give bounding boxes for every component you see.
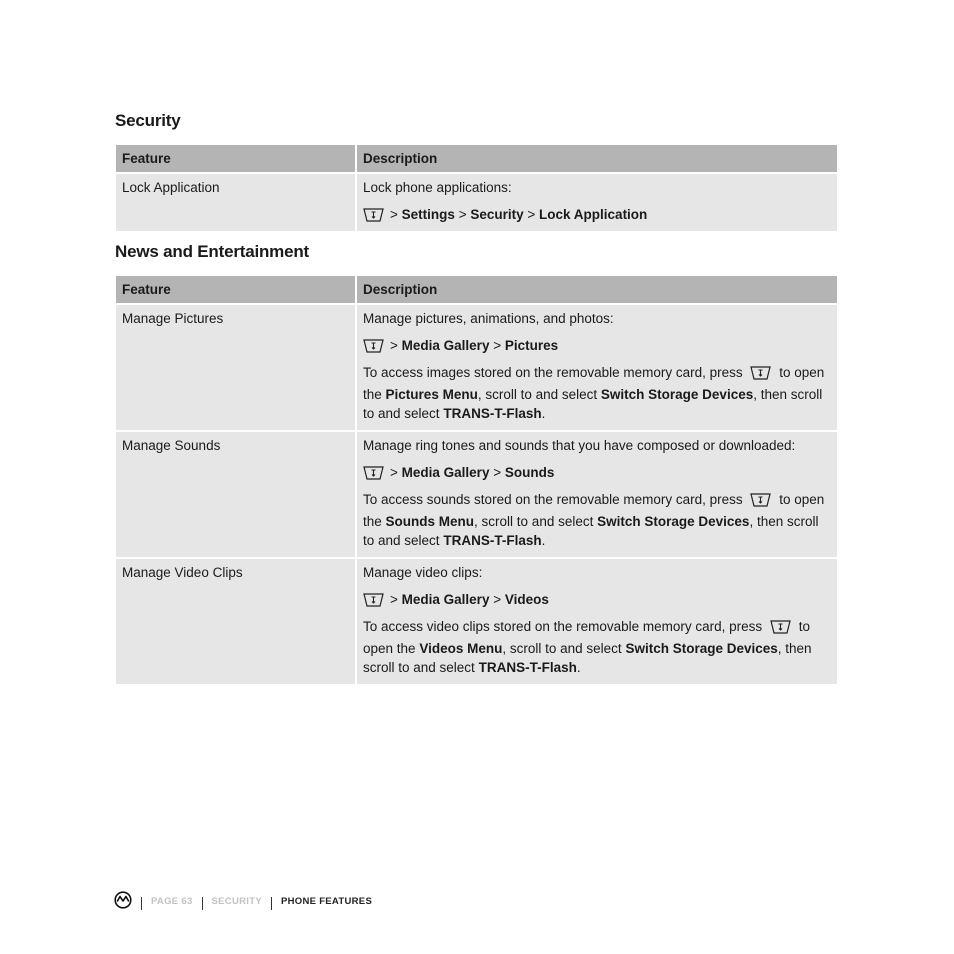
column-header-feature: Feature xyxy=(116,145,356,173)
path-step-media-gallery: Media Gallery xyxy=(401,465,490,480)
column-header-description: Description xyxy=(356,145,837,173)
menu-key-icon xyxy=(363,466,384,480)
footer-page-number: PAGE 63 xyxy=(151,895,193,907)
path-step-lock-application: Lock Application xyxy=(539,207,648,222)
note-menu-name: Videos Menu xyxy=(419,641,503,656)
path-separator: > xyxy=(390,592,398,607)
news-entertainment-table xyxy=(116,276,837,684)
section-title-security: Security xyxy=(115,111,181,130)
section-title-news-entertainment: News and Entertainment xyxy=(115,242,309,261)
description-cell xyxy=(356,173,837,231)
path-separator: > xyxy=(493,465,502,480)
menu-path xyxy=(363,205,829,224)
note-text: to open the xyxy=(363,365,825,402)
table-header-row xyxy=(116,276,837,304)
column-header-description: Description xyxy=(356,276,837,304)
page-footer xyxy=(114,892,372,910)
feature-cell: Manage Sounds xyxy=(116,431,356,558)
note-text: To access video clips stored on the removable memory card, press xyxy=(363,619,763,634)
note-text: . xyxy=(576,660,581,675)
path-step-pictures: Pictures xyxy=(504,338,559,353)
note-option-trans-flash: TRANS-T-Flash xyxy=(443,533,542,548)
note-text: , then scroll to and select xyxy=(363,641,812,675)
table-row xyxy=(116,173,837,231)
note-text: To access sounds stored on the removable memory card, press xyxy=(363,492,743,507)
note-option-name: Switch Storage Devices xyxy=(600,387,754,402)
path-step-videos: Videos xyxy=(504,592,549,607)
note-option-name: Switch Storage Devices xyxy=(625,641,778,656)
note-text: . xyxy=(541,533,546,548)
menu-path xyxy=(363,336,829,355)
path-separator: > xyxy=(390,207,398,222)
description-cell xyxy=(356,558,837,684)
note-menu-name: Sounds Menu xyxy=(385,514,475,529)
table-row xyxy=(116,431,837,558)
footer-divider xyxy=(202,897,203,910)
storage-note xyxy=(363,363,829,423)
footer-divider xyxy=(271,897,272,910)
path-separator: > xyxy=(390,338,398,353)
note-text: to open the xyxy=(363,619,810,656)
note-option-trans-flash: TRANS-T-Flash xyxy=(443,406,542,421)
storage-note xyxy=(363,617,829,677)
path-step-settings: Settings xyxy=(401,207,455,222)
note-text: , then scroll to and select xyxy=(363,514,819,548)
menu-key-icon xyxy=(750,493,771,512)
menu-path xyxy=(363,590,829,609)
table-header-row xyxy=(116,145,837,173)
note-text: , scroll to and select xyxy=(477,387,598,402)
description-intro: Lock phone applications: xyxy=(363,180,512,195)
path-separator: > xyxy=(493,338,502,353)
feature-cell: Lock Application xyxy=(116,173,356,231)
note-text: . xyxy=(541,406,546,421)
note-text: to open the xyxy=(363,492,825,529)
path-step-media-gallery: Media Gallery xyxy=(401,592,490,607)
footer-chapter-name: PHONE FEATURES xyxy=(280,895,373,907)
feature-cell: Manage Pictures xyxy=(116,304,356,431)
note-text: , scroll to and select xyxy=(474,514,594,529)
path-separator: > xyxy=(390,465,398,480)
menu-path xyxy=(363,463,829,482)
path-separator: > xyxy=(458,207,467,222)
description-cell xyxy=(356,431,837,558)
note-menu-name: Pictures Menu xyxy=(385,387,478,402)
note-text: To access images stored on the removable memory card, press xyxy=(363,365,743,380)
motorola-logo-icon xyxy=(114,891,132,912)
table-row xyxy=(116,304,837,431)
path-separator: > xyxy=(493,592,502,607)
menu-key-icon xyxy=(363,593,384,607)
menu-key-icon xyxy=(770,620,791,639)
description-intro: Manage pictures, animations, and photos: xyxy=(363,311,614,326)
description-intro: Manage video clips: xyxy=(363,565,483,580)
security-table xyxy=(116,145,837,231)
menu-key-icon xyxy=(750,366,771,385)
note-text: , then scroll to and select xyxy=(363,387,823,421)
footer-section-name: SECURITY xyxy=(211,895,262,907)
feature-cell: Manage Video Clips xyxy=(116,558,356,684)
column-header-feature: Feature xyxy=(116,276,356,304)
path-step-security: Security xyxy=(470,207,524,222)
table-row xyxy=(116,558,837,684)
note-option-name: Switch Storage Devices xyxy=(597,514,750,529)
path-step-media-gallery: Media Gallery xyxy=(401,338,490,353)
path-step-sounds: Sounds xyxy=(504,465,555,480)
description-intro: Manage ring tones and sounds that you have composed or downloaded: xyxy=(363,438,796,453)
menu-key-icon xyxy=(363,339,384,353)
footer-divider xyxy=(141,897,142,910)
path-separator: > xyxy=(527,207,536,222)
menu-key-icon xyxy=(363,208,384,222)
description-cell xyxy=(356,304,837,431)
note-text: , scroll to and select xyxy=(502,641,622,656)
note-option-trans-flash: TRANS-T-Flash xyxy=(478,660,577,675)
storage-note xyxy=(363,490,829,550)
